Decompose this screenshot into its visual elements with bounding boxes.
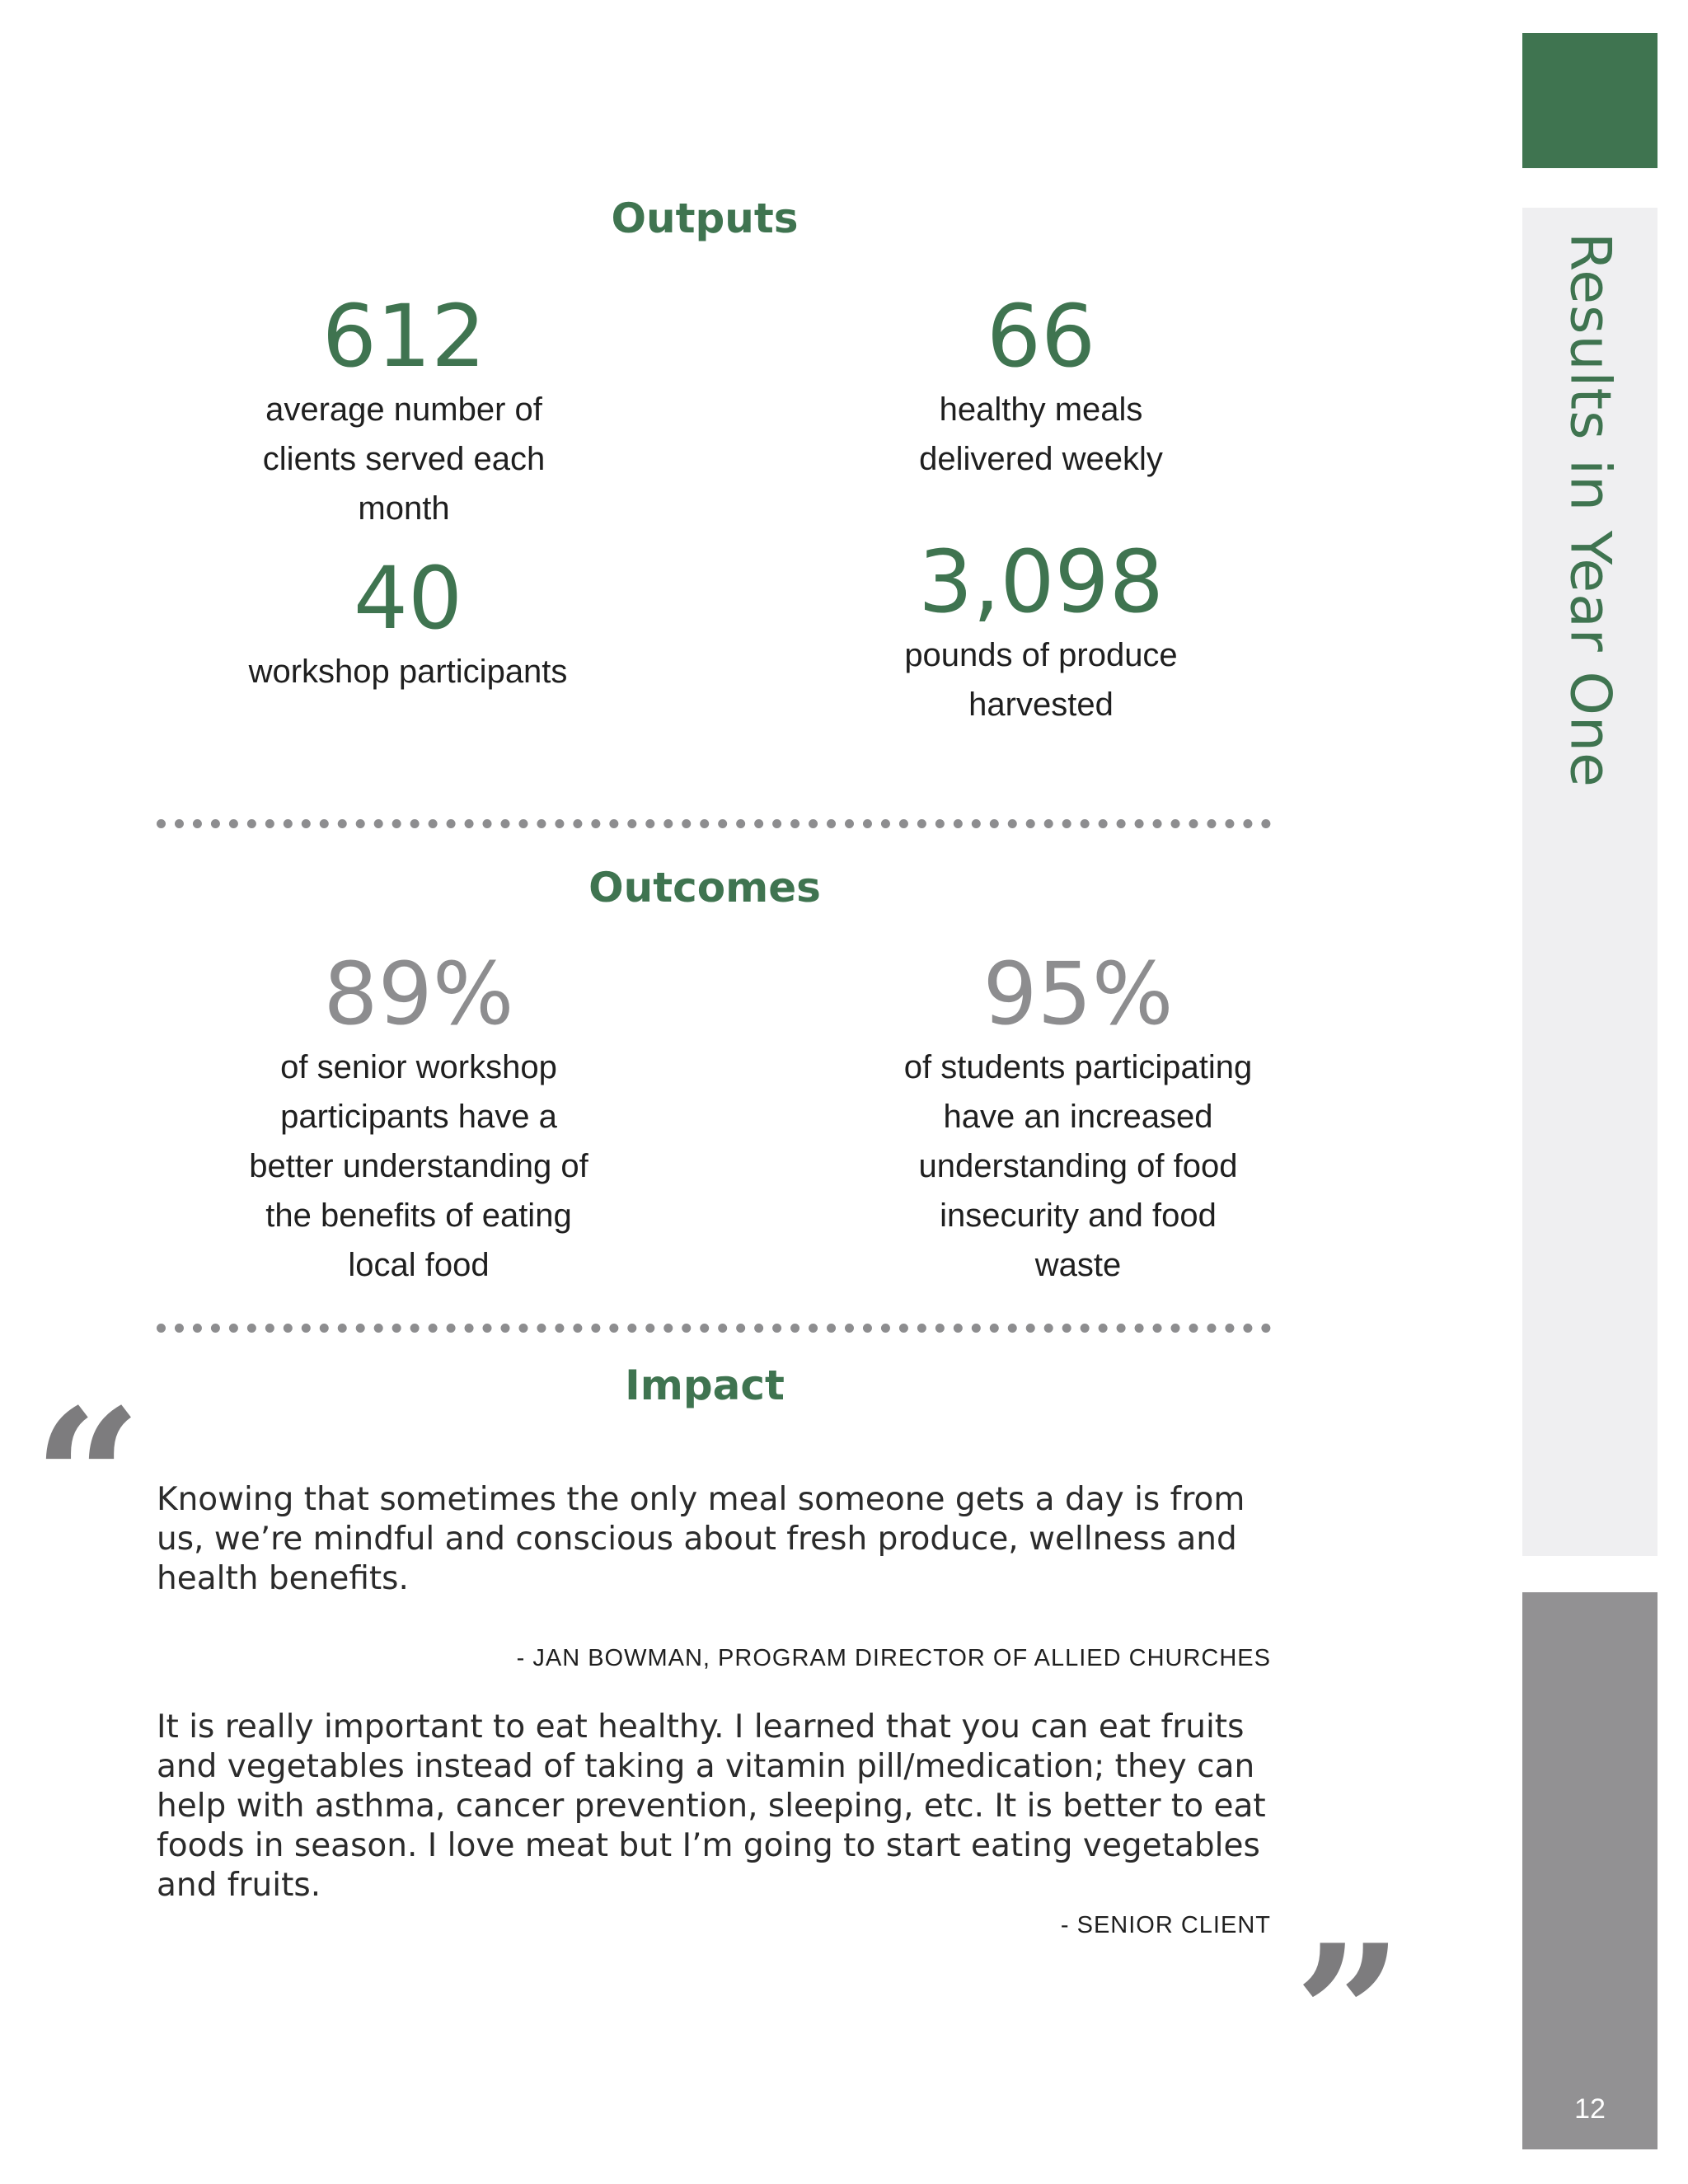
desc-line: have an increased — [943, 1099, 1213, 1136]
desc-line: healthy meals — [939, 391, 1143, 429]
stat-value: 95% — [982, 944, 1174, 1044]
stat-value: 89% — [323, 944, 514, 1044]
desc-line: better understanding of — [249, 1148, 588, 1185]
stat-description — [213, 1043, 625, 1290]
stat-clients-served — [198, 286, 610, 533]
page-number: 12 — [1574, 2093, 1606, 2125]
stat-senior-understanding — [213, 944, 625, 1290]
stat-value: 40 — [353, 548, 463, 649]
desc-line: workshop participants — [248, 654, 568, 691]
open-quote-icon: “ — [33, 1368, 143, 1591]
stat-value: 612 — [321, 286, 486, 387]
stat-value: 66 — [986, 286, 1096, 387]
stat-workshop-participants — [202, 548, 614, 696]
side-title-text: Results in Year One — [1557, 232, 1623, 788]
desc-line: of senior workshop — [280, 1049, 557, 1086]
stat-student-understanding — [872, 944, 1284, 1290]
desc-line: understanding of food — [918, 1148, 1238, 1185]
quote-attribution: - SENIOR CLIENT — [1060, 1912, 1271, 1938]
side-title — [1522, 208, 1658, 1556]
stat-description — [198, 385, 610, 533]
quote-attribution: - JAN BOWMAN, PROGRAM DIRECTOR OF ALLIED CHURCHES — [516, 1645, 1271, 1671]
desc-line: harvested — [968, 687, 1114, 724]
desc-line: average number of — [265, 391, 542, 429]
desc-line: of students participating — [903, 1049, 1253, 1086]
stat-description — [202, 647, 614, 696]
accent-square — [1522, 33, 1658, 168]
desc-line: waste — [1034, 1247, 1122, 1284]
quote-text: Knowing that sometimes the only meal someone gets a day is from us, we’re mindful and conscious about fresh produce, wellness and health benefits. — [157, 1481, 1245, 1597]
stat-produce-harvested — [835, 532, 1247, 729]
stat-description — [872, 1043, 1284, 1290]
desc-line: participants have a — [280, 1099, 557, 1136]
dotted-divider — [157, 1324, 1271, 1333]
dotted-divider — [157, 819, 1271, 828]
desc-line: month — [358, 490, 450, 527]
page-number-bar — [1522, 1592, 1658, 2149]
desc-line: clients served each — [262, 441, 546, 478]
desc-line: pounds of produce — [904, 637, 1178, 674]
quote-text: It is really important to eat healthy. I learned that you can eat fruits and vegetables instead of taking a vitamin pill/medication; they can help with asthma, cancer prevention, sleeping, etc. It is better to eat foods in season. I love meat but I’m going to start eating vegetables and fruits. — [157, 1708, 1266, 1904]
outputs-heading: Outputs — [611, 194, 799, 242]
outcomes-heading: Outcomes — [588, 864, 821, 912]
desc-line: the benefits of eating — [265, 1197, 572, 1235]
stat-meals-delivered — [835, 286, 1247, 484]
close-quote-icon: ” — [1294, 1904, 1404, 2126]
impact-heading: Impact — [625, 1361, 785, 1409]
desc-line: insecurity and food — [940, 1197, 1217, 1235]
desc-line: delivered weekly — [919, 441, 1163, 478]
desc-line: local food — [348, 1247, 490, 1284]
stat-description — [835, 630, 1247, 729]
stat-description — [835, 385, 1247, 484]
stat-value: 3,098 — [918, 532, 1164, 632]
